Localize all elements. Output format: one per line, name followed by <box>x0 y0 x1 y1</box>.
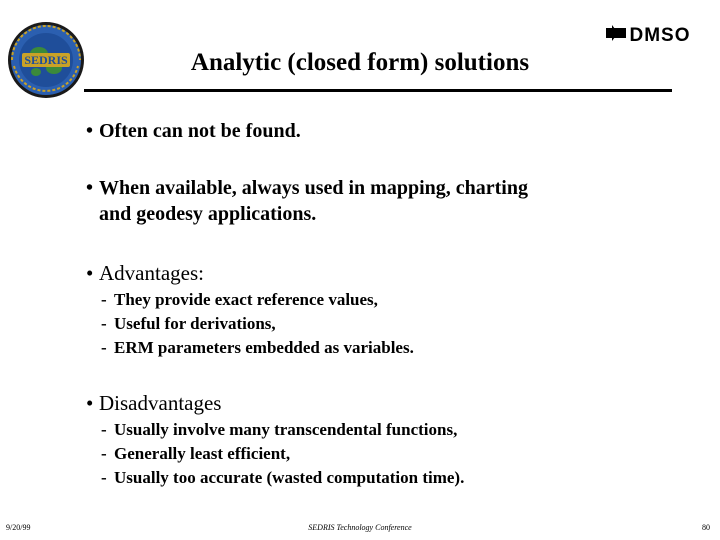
sub-item-text: Useful for derivations, <box>114 314 276 333</box>
bullet-item-2 <box>86 175 528 227</box>
dash-marker: - <box>101 420 107 439</box>
bullet-marker: • <box>86 261 94 285</box>
bullet-marker: • <box>86 120 94 142</box>
dash-marker: - <box>101 314 107 333</box>
bullet-item-disadvantages <box>86 390 221 416</box>
dash-marker: - <box>101 290 107 309</box>
bullet-item-advantages <box>86 260 204 286</box>
sedris-logo-text: SEDRIS <box>24 53 68 67</box>
dash-marker: - <box>101 338 107 357</box>
sub-item <box>101 466 464 490</box>
slide-title: Analytic (closed form) solutions <box>190 49 530 76</box>
footer-date: 9/20/99 <box>6 523 31 532</box>
sub-item <box>101 288 378 312</box>
bullet-text: Often can not be found. <box>99 120 301 142</box>
sedris-logo <box>6 20 86 100</box>
sub-item-text: Generally least efficient, <box>114 444 291 463</box>
sub-item-text: ERM parameters embedded as variables. <box>114 338 414 357</box>
sub-item-text: They provide exact reference values, <box>114 290 378 309</box>
sub-item-text: Usually involve many transcendental functions, <box>114 420 458 439</box>
dmso-logo <box>604 20 700 46</box>
sub-item <box>101 442 290 466</box>
bullet-item-1 <box>86 118 301 144</box>
bullet-text-continued: and geodesy applications. <box>99 203 317 225</box>
sub-item <box>101 336 414 360</box>
bullet-marker: • <box>86 177 94 199</box>
dmso-logo-text: DMSO <box>629 25 691 46</box>
footer-page-number: 80 <box>702 523 710 532</box>
sub-item-text: Usually too accurate (wasted computation time). <box>114 468 465 487</box>
dash-marker: - <box>101 444 107 463</box>
bullet-marker: • <box>86 391 94 415</box>
title-divider <box>84 89 672 92</box>
sub-item <box>101 312 276 336</box>
bullet-heading: Disadvantages <box>99 391 222 415</box>
dash-marker: - <box>101 468 107 487</box>
bullet-text: When available, always used in mapping, charting <box>99 177 528 199</box>
bullet-heading: Advantages: <box>99 261 204 285</box>
sub-item <box>101 418 457 442</box>
footer-conference: SEDRIS Technology Conference <box>308 523 412 532</box>
